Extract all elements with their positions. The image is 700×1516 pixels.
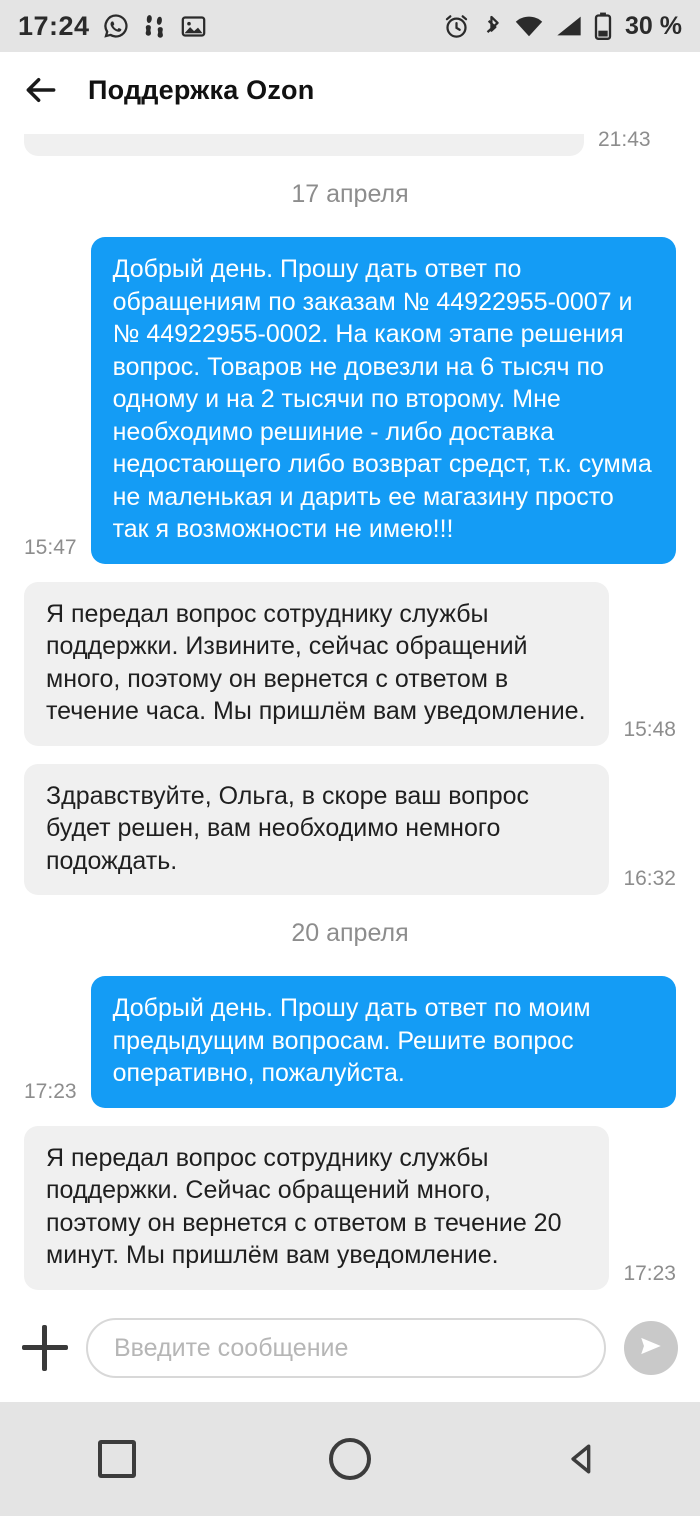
list-item — [0, 128, 700, 156]
message-bubble-incoming[interactable]: Я передал вопрос сотруднику службы поддержки. Извините, сейчас обращений много, поэтому он вернется с ответом в течение часа. Мы пришлём вам уведомление. — [24, 582, 609, 746]
message-list[interactable] — [0, 128, 700, 1294]
date-separator: 17 апреля — [291, 180, 409, 208]
list-item — [0, 764, 700, 896]
message-time: 17:23 — [24, 1079, 77, 1103]
message-input[interactable] — [86, 1318, 606, 1378]
chat-header — [0, 52, 700, 128]
message-bubble-partial — [24, 134, 584, 156]
image-icon — [180, 13, 207, 40]
page-title: Поддержка Ozon — [88, 74, 315, 105]
message-time: 17:23 — [623, 1261, 676, 1285]
plus-icon[interactable] — [22, 1325, 68, 1371]
list-item — [0, 976, 700, 1108]
battery-percent: 30 % — [625, 11, 682, 40]
status-time: 17:24 — [18, 10, 90, 41]
battery-icon — [594, 12, 612, 40]
message-bubble-incoming[interactable]: Здравствуйте, Ольга, в скоре ваш вопрос будет решен, вам необходимо немного подождать. — [24, 764, 609, 896]
back-arrow-icon[interactable] — [22, 71, 60, 109]
recents-square-icon[interactable] — [87, 1429, 147, 1489]
message-time: 15:47 — [24, 535, 77, 559]
system-nav-bar — [0, 1402, 700, 1516]
message-bubble-outgoing[interactable]: Добрый день. Прошу дать ответ по обращениям по заказам № 44922955-0007 и № 44922955-0002. На каком этапе решения вопрос. Товаров не довезли на 6 тысяч по одному и на 2 тысячи по второму. Мне необходимо решиние - либо доставка недостающего либо возврат средст, т.к. сумма не маленькая и дарить ее магазину просто так я возможности не имею!!! — [91, 237, 676, 564]
message-composer — [0, 1294, 700, 1402]
status-bar-right — [443, 12, 682, 41]
message-bubble-outgoing[interactable]: Добрый день. Прошу дать ответ по моим предыдущим вопросам. Решите вопрос оперативно, пожалуйста. — [91, 976, 676, 1108]
wifi-icon — [514, 14, 544, 38]
home-circle-icon[interactable] — [320, 1429, 380, 1489]
alarm-icon — [443, 13, 470, 40]
send-button[interactable] — [624, 1321, 678, 1375]
list-item — [0, 1126, 700, 1290]
message-time: 21:43 — [598, 128, 651, 151]
list-item — [0, 582, 700, 746]
send-icon — [638, 1333, 664, 1364]
signal-icon — [555, 14, 583, 38]
date-separator: 20 апреля — [291, 919, 409, 947]
message-time: 16:32 — [623, 867, 676, 890]
back-triangle-icon[interactable] — [553, 1429, 613, 1489]
list-item — [0, 237, 700, 564]
message-time: 15:48 — [623, 717, 676, 741]
whatsapp-icon — [102, 12, 130, 40]
status-bar-left — [18, 11, 207, 42]
status-bar — [0, 0, 700, 52]
message-bubble-incoming[interactable]: Я передал вопрос сотруднику службы поддержки. Сейчас обращений много, поэтому он вернется с ответом в течение 20 минут. Мы пришлём вам уведомление. — [24, 1126, 609, 1290]
footsteps-icon — [142, 12, 168, 40]
bluetooth-icon — [481, 13, 503, 40]
